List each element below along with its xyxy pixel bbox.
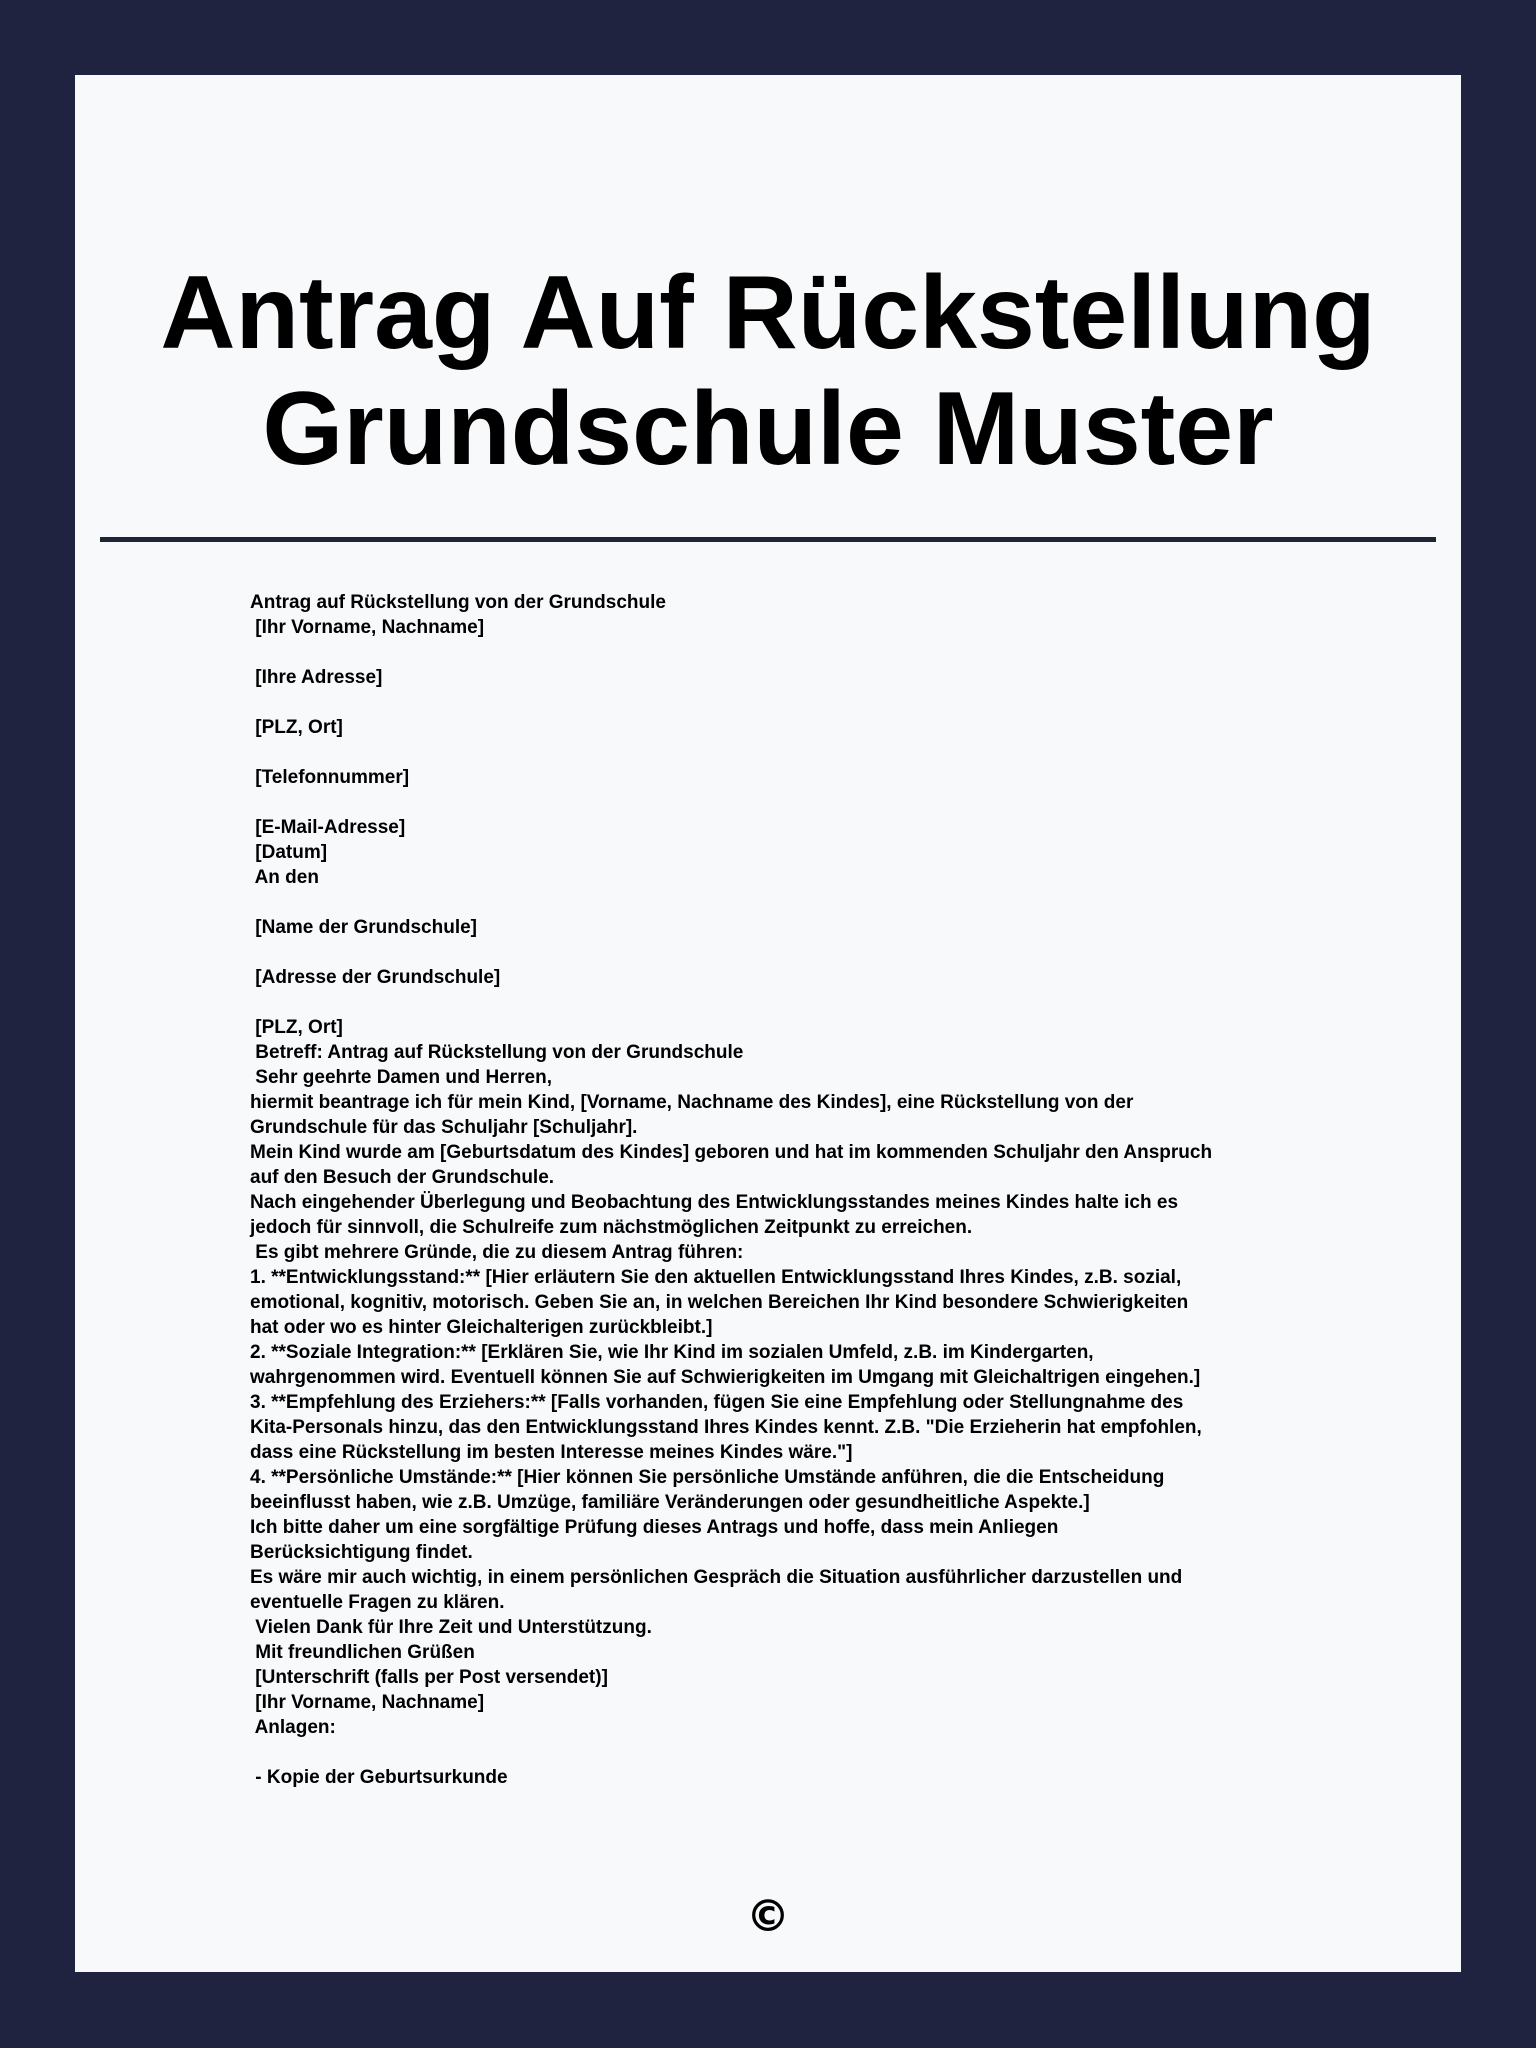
document-title: Antrag Auf Rückstellung Grundschule Muster [160, 255, 1376, 487]
copyright-symbol: © [746, 1891, 790, 1942]
title-divider [100, 537, 1436, 542]
letter-body: Antrag auf Rückstellung von der Grundschule [Ihr Vorname, Nachname] [Ihre Adresse] [PLZ, Ort] [Telefonnummer] [E-Mail-Adresse] [Datum] An den [Name der Grundschule] [Adresse der Grundschule] [PLZ, Ort] Betreff: Antrag auf Rückstellung von der Grundschule Sehr geehrte Damen und Herren, hiermit beantrage ich für mein Kind, [Vorname, Nachname des Kindes], eine Rückstellung von der Grundschule für das Schuljahr [Schuljahr]. Mein Kind wurde am [Geburtsdatum des Kindes] geboren und hat im kommenden Schuljahr den Anspruch auf den Besuch der Grundschule. Nach eingehender Überlegung und Beobachtung des Entwicklungsstandes meines Kindes halte ich es jedoch für sinnvoll, die Schulreife zum nächstmöglichen Zeitpunkt zu erreichen. Es gibt mehrere Gründe, die zu diesem Antrag führen: 1. **Entwicklungsstand:** [Hier erläutern Sie den aktuellen Entwicklungsstand Ihres Kindes, z.B. sozial, emotional, kognitiv, motorisch. Geben Sie an, in welchen Bereichen Ihr Kind besondere Schwierigkeiten hat oder wo es hinter Gleichalterigen zurückbleibt.] 2. **Soziale Integration:** [Erklären Sie, wie Ihr Kind im sozialen Umfeld, z.B. im Kindergarten, wahrgenommen wird. Eventuell können Sie auf Schwierigkeiten im Umgang mit Gleichaltrigen eingehen.] 3. **Empfehlung des Erziehers:** [Falls vorhanden, fügen Sie eine Empfehlung oder Stellungnahme des Kita-Personals hinzu, das den Entwicklungsstand Ihres Kindes kennt. Z.B. "Die Erzieherin hat empfohlen, dass eine Rückstellung im besten Interesse meines Kindes wäre."] 4. **Persönliche Umstände:** [Hier können Sie persönliche Umstände anführen, die die Entscheidung beeinflusst haben, wie z.B. Umzüge, familiäre Veränderungen oder gesundheitliche Aspekte.] Ich bitte daher um eine sorgfältige Prüfung dieses Antrags und hoffe, dass mein Anliegen Berücksichtigung findet. Es wäre mir auch wichtig, in einem persönlichen Gespräch die Situation ausführlicher darzustellen und eventuelle Fragen zu klären. Vielen Dank für Ihre Zeit und Unterstützung. Mit freundlichen Grüßen [Unterschrift (falls per Post versendet)] [Ihr Vorname, Nachname] Anlagen: - Kopie der Geburtsurkunde [250, 592, 1213, 1788]
document-page [75, 75, 1461, 1972]
